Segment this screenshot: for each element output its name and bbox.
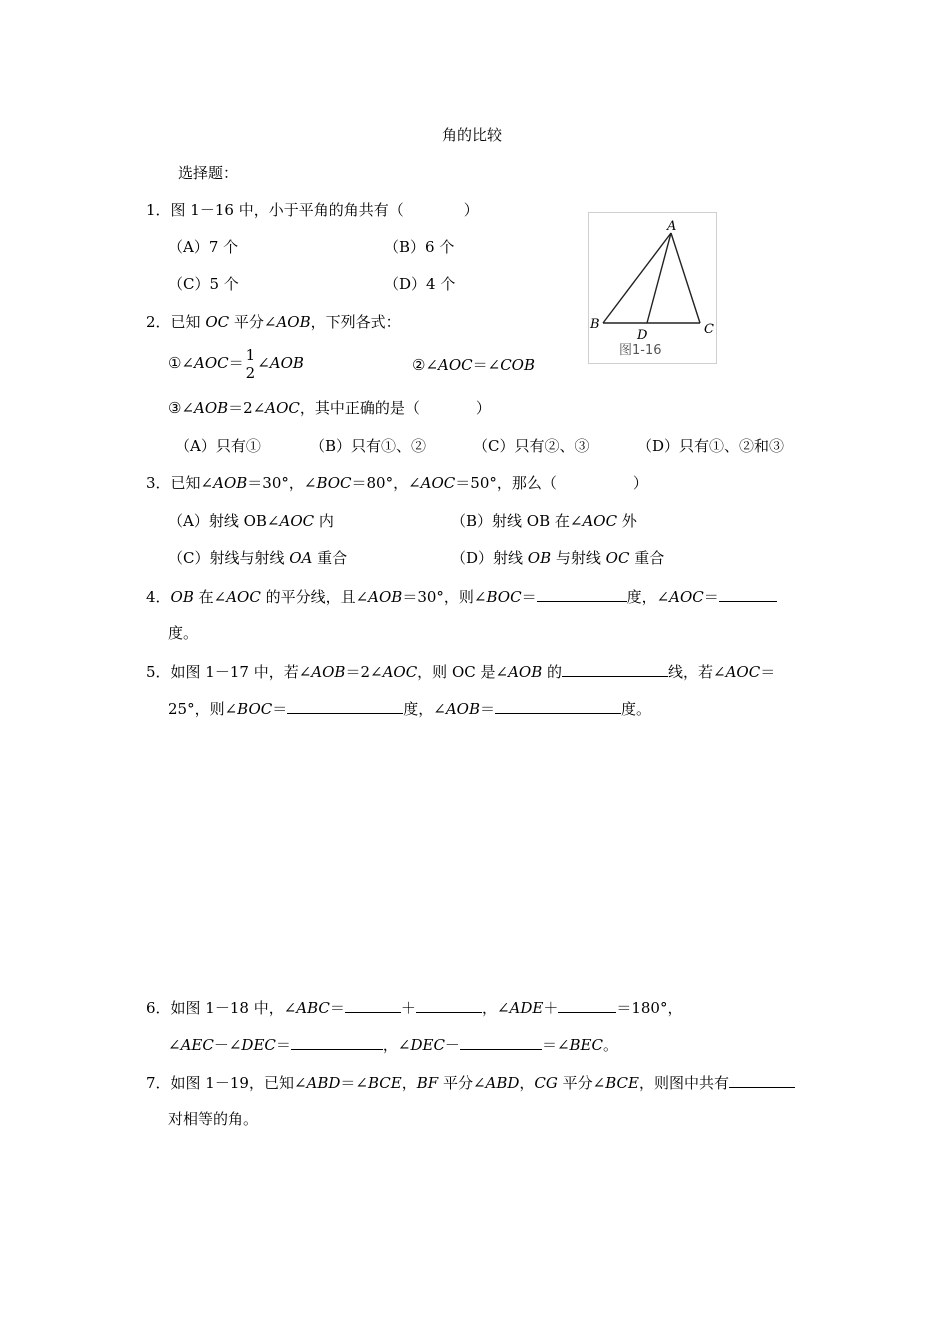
q6-text: － bbox=[444, 1036, 460, 1054]
q5-text: 度。 bbox=[621, 700, 652, 718]
q3-text: OA bbox=[289, 549, 313, 567]
q4-text: OB bbox=[170, 588, 194, 606]
q7-text: ＝∠ bbox=[340, 1074, 368, 1092]
q4-text: AOC bbox=[669, 588, 704, 606]
q2-option-a: （A）只有① bbox=[175, 437, 261, 455]
q1-close: ） bbox=[463, 201, 479, 219]
q3-text: AOB bbox=[213, 474, 248, 492]
q5-text: AOB bbox=[311, 663, 346, 681]
fraction-denominator: 2 bbox=[245, 364, 256, 382]
answer-blank[interactable] bbox=[416, 997, 482, 1013]
q3-text: （B）射线 OB 在∠ bbox=[451, 512, 583, 530]
q3-text: OC bbox=[605, 549, 630, 567]
answer-blank[interactable] bbox=[460, 1034, 542, 1050]
q4-text: AOB bbox=[368, 588, 403, 606]
q6-text: ＝ bbox=[329, 999, 345, 1017]
q3-text: ＝80°，∠ bbox=[351, 474, 421, 492]
question-4 bbox=[146, 586, 777, 607]
answer-blank[interactable] bbox=[287, 698, 403, 714]
q6-text: ＝∠ bbox=[541, 1036, 570, 1054]
q2-item-1 bbox=[168, 339, 304, 387]
q3-text: 3．已知∠ bbox=[146, 474, 214, 492]
q5-text: AOC bbox=[725, 663, 761, 681]
q2-text: 2．已知 bbox=[146, 313, 206, 331]
q5-line-2 bbox=[168, 698, 651, 719]
q5-text: ＝ bbox=[760, 663, 776, 681]
q3-option-d bbox=[451, 548, 664, 568]
q7-text: BCE bbox=[605, 1074, 639, 1092]
q1-stem: 1．图 1－16 中，小于平角的角共有（ bbox=[146, 201, 404, 219]
q2-option-b: （B）只有①、② bbox=[310, 437, 427, 455]
q2-option-c: （C）只有②、③ bbox=[473, 437, 590, 455]
fraction-one-half bbox=[246, 346, 256, 382]
triangle-diagram bbox=[589, 213, 716, 363]
q3-text: 外 bbox=[617, 512, 637, 530]
q7-text: BCE bbox=[367, 1074, 402, 1092]
q5-text: 线，若∠ bbox=[668, 663, 726, 681]
q2-text: 平分∠ bbox=[229, 313, 277, 331]
q4-text: 度，∠ bbox=[626, 588, 670, 606]
q3-option-b bbox=[451, 511, 637, 531]
q2-text: ，其中正确的是（ bbox=[299, 399, 420, 417]
q2-text: AOB bbox=[276, 313, 311, 331]
q3-text: BOC bbox=[316, 474, 352, 492]
question-2 bbox=[146, 312, 401, 332]
q3-text: 重合 bbox=[312, 549, 348, 567]
label-d: D bbox=[637, 328, 648, 343]
q3-text: （C）射线与射线 bbox=[168, 549, 290, 567]
q5-text: 25°，则∠ bbox=[168, 700, 238, 718]
q2-text: AOC bbox=[194, 354, 229, 372]
label-a: A bbox=[667, 219, 677, 234]
q1-option-c: （C）5 个 bbox=[168, 275, 239, 293]
segment-ad bbox=[647, 233, 671, 323]
q6-text: ＋ bbox=[543, 999, 559, 1017]
q5-text: ＝2∠ bbox=[345, 663, 383, 681]
q7-text: CG bbox=[534, 1074, 558, 1092]
q5-text: 度，∠ bbox=[403, 700, 446, 718]
q3-text: 重合 bbox=[629, 549, 665, 567]
q7-text: ABD bbox=[306, 1074, 341, 1092]
question-5 bbox=[146, 661, 775, 682]
fraction-numerator: 1 bbox=[245, 346, 256, 364]
q6-text: －∠ bbox=[213, 1036, 242, 1054]
q1-option-d: （D）4 个 bbox=[384, 275, 456, 293]
question-7 bbox=[146, 1072, 795, 1093]
q3-text: AOC bbox=[420, 474, 456, 492]
q2-option-d: （D）只有①、②和③ bbox=[637, 437, 785, 455]
q7-text: ， bbox=[519, 1074, 535, 1092]
q6-line-2 bbox=[168, 1034, 618, 1055]
q6-text: DEC bbox=[410, 1036, 445, 1054]
q5-text: ＝ bbox=[272, 700, 288, 718]
q4-text: BOC bbox=[486, 588, 522, 606]
q7-line-2: 对相等的角。 bbox=[168, 1110, 259, 1128]
q6-text: 6．如图 1－18 中，∠ bbox=[146, 999, 297, 1017]
q2-item-3 bbox=[168, 398, 491, 418]
q2-item-2 bbox=[412, 355, 535, 375]
q1-option-a: （A）7 个 bbox=[168, 238, 239, 256]
q6-text: 。 bbox=[602, 1036, 618, 1054]
q4-text: ＝ bbox=[703, 588, 719, 606]
q2-text: ∠ bbox=[257, 354, 270, 372]
q3-text: （A）射线 OB∠ bbox=[168, 512, 280, 530]
side-ab bbox=[603, 233, 671, 323]
q2-text: COB bbox=[500, 356, 536, 374]
answer-blank[interactable] bbox=[558, 997, 616, 1013]
q7-text: ， bbox=[401, 1074, 417, 1092]
label-b: B bbox=[590, 317, 600, 332]
question-3 bbox=[146, 473, 648, 493]
answer-blank[interactable] bbox=[495, 698, 621, 714]
figure-caption: 图1-16 bbox=[619, 343, 662, 358]
q4-text: AOC bbox=[226, 588, 261, 606]
q5-text: AOC bbox=[382, 663, 418, 681]
q4-text: 4． bbox=[146, 588, 171, 606]
q5-text: ，则 OC 是∠ bbox=[417, 663, 509, 681]
q5-text: BOC bbox=[237, 700, 273, 718]
q3-text: ＝50°，那么（ bbox=[455, 474, 557, 492]
answer-blank[interactable] bbox=[537, 586, 627, 602]
q3-text: 与射线 bbox=[551, 549, 606, 567]
page-title: 角的比较 bbox=[442, 126, 503, 144]
q6-text: ＝180°， bbox=[616, 999, 683, 1017]
q3-option-c bbox=[168, 548, 347, 568]
q3-option-a bbox=[168, 511, 334, 531]
q2-text: AOC bbox=[265, 399, 300, 417]
answer-blank[interactable] bbox=[729, 1072, 795, 1088]
q6-text: BEC bbox=[569, 1036, 603, 1054]
q4-text: 在∠ bbox=[193, 588, 227, 606]
q5-text: 的 bbox=[542, 663, 562, 681]
q6-text: ＋ bbox=[400, 999, 416, 1017]
question-6 bbox=[146, 997, 682, 1018]
q7-text: BF bbox=[416, 1074, 439, 1092]
section-heading: 选择题： bbox=[178, 164, 239, 182]
question-1 bbox=[146, 200, 479, 220]
q5-text: AOB bbox=[445, 700, 480, 718]
q3-text: AOC bbox=[582, 512, 618, 530]
answer-blank[interactable] bbox=[345, 997, 401, 1013]
q2-text: ＝∠ bbox=[472, 356, 501, 374]
q3-text: （D）射线 bbox=[451, 549, 528, 567]
q6-text: AEC bbox=[180, 1036, 214, 1054]
q3-text: ） bbox=[632, 474, 648, 492]
q7-text: ，则图中共有 bbox=[638, 1074, 729, 1092]
q4-line-2: 度。 bbox=[168, 624, 199, 642]
q2-text: ③∠ bbox=[168, 399, 195, 417]
figure-1-16 bbox=[588, 212, 717, 364]
q2-text: ②∠ bbox=[412, 356, 439, 374]
q5-text: AOB bbox=[508, 663, 543, 681]
q4-text: ＝30°，则∠ bbox=[402, 588, 487, 606]
q6-text: ＝ bbox=[275, 1036, 291, 1054]
q2-text: ①∠ bbox=[168, 354, 195, 372]
q3-text: 内 bbox=[314, 512, 334, 530]
q6-text: ，∠ bbox=[382, 1036, 411, 1054]
q4-text: 的平分线，且∠ bbox=[260, 588, 369, 606]
q7-text: 平分∠ bbox=[438, 1074, 486, 1092]
q5-text: 5．如图 1－17 中，若∠ bbox=[146, 663, 312, 681]
q7-text: ABD bbox=[485, 1074, 520, 1092]
q2-text: ＝ bbox=[228, 354, 244, 372]
q2-text: ，下列各式： bbox=[310, 313, 401, 331]
q2-text: AOB bbox=[194, 399, 229, 417]
answer-blank[interactable] bbox=[562, 661, 668, 677]
q3-text: OB bbox=[527, 549, 552, 567]
q1-option-b: （B）6 个 bbox=[384, 238, 455, 256]
answer-blank[interactable] bbox=[719, 586, 777, 602]
q6-text: ∠ bbox=[168, 1036, 181, 1054]
q4-text: ＝ bbox=[521, 588, 537, 606]
q5-text: ＝ bbox=[479, 700, 495, 718]
q7-text: 7．如图 1－19，已知∠ bbox=[146, 1074, 307, 1092]
q6-text: ，∠ bbox=[481, 999, 510, 1017]
answer-blank[interactable] bbox=[291, 1034, 383, 1050]
q7-text: 平分∠ bbox=[557, 1074, 606, 1092]
q6-text: ABC bbox=[296, 999, 330, 1017]
q2-text: AOB bbox=[269, 354, 304, 372]
q3-text: ＝30°，∠ bbox=[247, 474, 317, 492]
side-ac bbox=[671, 233, 700, 323]
q2-text: ） bbox=[475, 399, 491, 417]
q3-text: AOC bbox=[279, 512, 315, 530]
q2-text: OC bbox=[205, 313, 230, 331]
q6-text: DEC bbox=[241, 1036, 276, 1054]
q2-text: ＝2∠ bbox=[228, 399, 266, 417]
q2-text: AOC bbox=[438, 356, 473, 374]
label-c: C bbox=[704, 322, 714, 337]
q6-text: ADE bbox=[509, 999, 544, 1017]
